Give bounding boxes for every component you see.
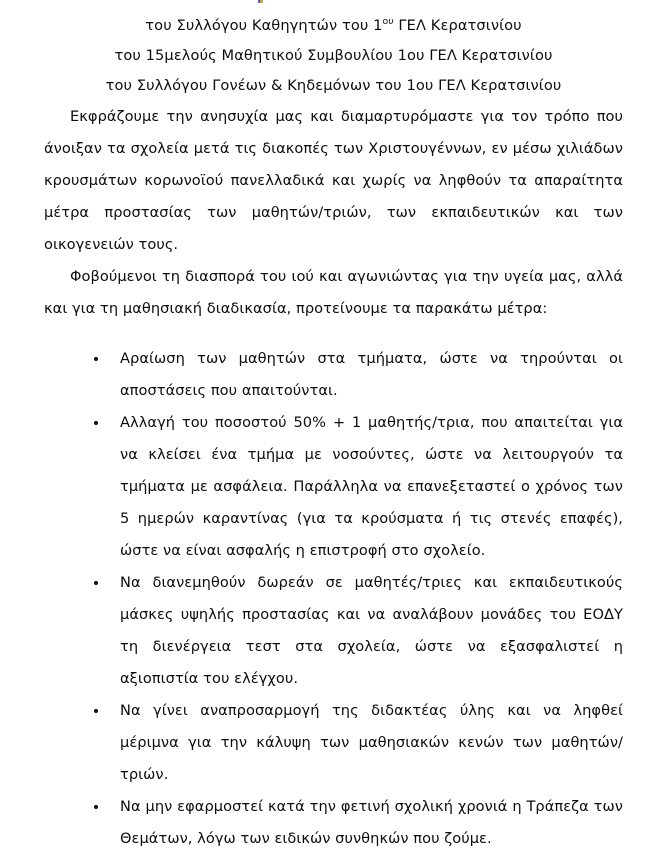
measure-item-3-text: Να διανεμηθούν δωρεάν σε μαθητές/τριες και εκπαιδευτικούς μάσκες υψηλής προστασίας και να αναλάβουν μονάδες του ΕΟΔΥ τη διενέργεια τεστ στα σχολεία, ώστε να εξασφαλιστεί η αξιοπιστία του ελέγχου. bbox=[120, 574, 623, 687]
measures-list bbox=[44, 343, 623, 855]
document-body bbox=[44, 101, 623, 855]
list-item bbox=[44, 567, 623, 695]
header-line-2-text: του 15μελούς Μαθητικού Συμβουλίου 1ου ΓΕΛ Κερατσινίου bbox=[114, 47, 553, 64]
measure-item-4-text: Να γίνει αναπροσαρμογή της διδακτέας ύλης και να ληφθεί μέριμνα για την κάλυψη των μαθησιακών κενών των μαθητών/τριών. bbox=[120, 702, 623, 783]
document-header bbox=[0, 0, 667, 101]
bullet-icon bbox=[94, 805, 98, 809]
list-item bbox=[44, 695, 623, 791]
list-item bbox=[44, 407, 623, 567]
header-line-teachers-association bbox=[0, 11, 667, 41]
header-line-1-text-before-superscript: του Συλλόγου Καθηγητών του 1 bbox=[145, 17, 383, 34]
bullet-icon bbox=[94, 421, 98, 425]
paragraph-proposal-intro: Φοβούμενοι τη διασπορά του ιού και αγωνιώντας για την υγεία μας, αλλά και για τη μαθησιακή διαδικασία, προτείνουμε τα παρακάτω μέτρα: bbox=[44, 268, 623, 317]
bullet-icon bbox=[94, 709, 98, 713]
bullet-icon bbox=[94, 357, 98, 361]
header-line-1-ordinal-superscript: ου bbox=[382, 16, 394, 28]
header-line-3-text: του Συλλόγου Γονέων & Κηδεμόνων του 1ου ΓΕΛ Κερατσινίου bbox=[105, 77, 562, 94]
list-item bbox=[44, 343, 623, 407]
clipped-top-artifact bbox=[258, 0, 263, 3]
paragraph-concern-statement: Εκφράζουμε την ανησυχία μας και διαμαρτυρόμαστε για τον τρόπο που άνοιξαν τα σχολεία μετά τις διακοπές των Χριστουγέννων, εν μέσω χιλιάδων κρουσμάτων κορωνοϊού πανελλαδικά και χωρίς να ληφθούν τα απαραίτητα μέτρα προστασίας των μαθητών/τριών, των εκπαιδευτικών και των οικογενειών τους. bbox=[44, 108, 623, 253]
header-line-student-council bbox=[0, 41, 667, 71]
list-item bbox=[44, 791, 623, 855]
measure-item-2-text: Αλλαγή του ποσοστού 50% + 1 μαθητής/τρια, που απαιτείται για να κλείσει ένα τμήμα με νοσούντες, ώστε να λειτουργούν τα τμήματα με ασφάλεια. Παράλληλα να επανεξεταστεί ο χρόνος των 5 ημερών καραντίνας (για τα κρούσματα ή τις στενές επαφές), ώστε να είναι ασφαλής η επιστροφή στο σχολείο. bbox=[120, 414, 623, 559]
measure-item-5-text: Να μην εφαρμοστεί κατά την φετινή σχολική χρονιά η Τράπεζα των Θεμάτων, λόγω των ειδικών συνθηκών που ζούμε. bbox=[120, 798, 623, 847]
measure-item-1-text: Αραίωση των μαθητών στα τμήματα, ώστε να τηρούνται οι αποστάσεις που απαιτούνται. bbox=[120, 350, 623, 399]
header-line-parents-guardians-association bbox=[0, 71, 667, 101]
header-line-1-text-after-superscript: ΓΕΛ Κερατσινίου bbox=[393, 17, 522, 34]
bullet-icon bbox=[94, 581, 98, 585]
